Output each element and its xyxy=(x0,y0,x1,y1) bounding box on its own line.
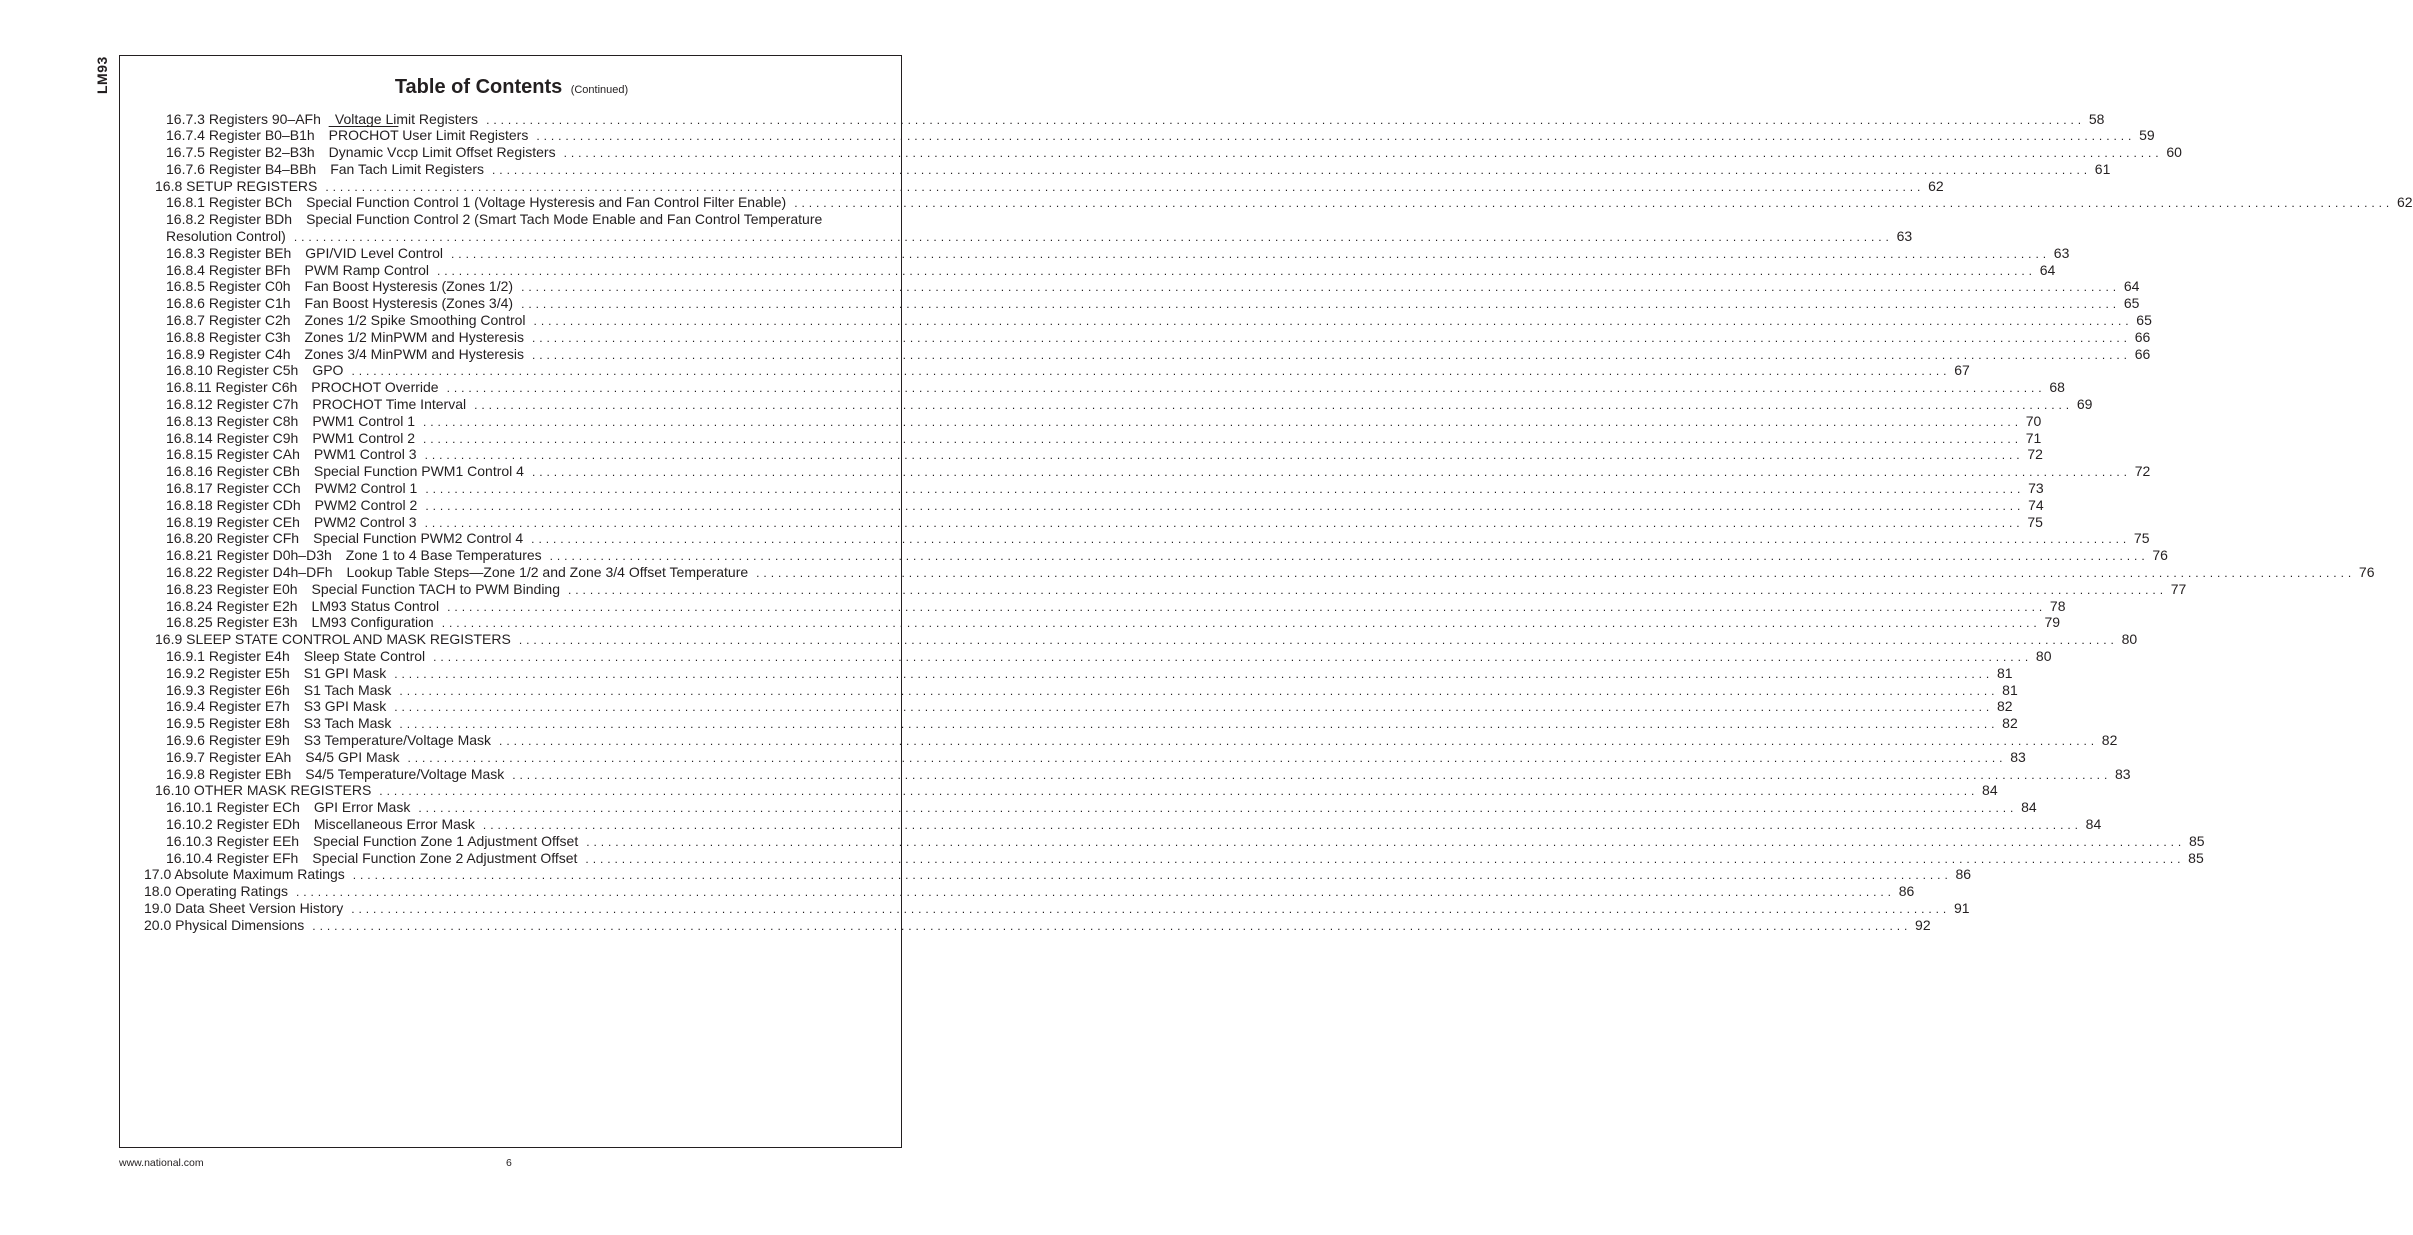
toc-entry-title: PWM2 Control 2 xyxy=(314,496,418,513)
toc-entry-number: 16.8.13 Register C8h xyxy=(166,412,299,429)
toc-entry-page: 69 xyxy=(2076,396,2093,413)
footer-page-number: 6 xyxy=(506,1157,512,1169)
toc-entry[interactable] xyxy=(120,261,2056,279)
toc-entry[interactable] xyxy=(120,379,2065,396)
toc-entry[interactable] xyxy=(120,194,2413,211)
toc-entry[interactable] xyxy=(120,312,2152,329)
toc-leader-dots: . . . . . . . . . . . . . . . . . . . . . . . . . . . . . . . . . . . . . . . . . . . . . . . . . . . . . . . . . . . . . . . . . . . . . . . . . . . . . . . . . . . . . . . . . . . . . . . . . . . . . . . . . . . . . . . . . . . . . . . . . . . . . . . . . . . . . . . . . . . . . . . . . . . . . . . . . . . . . . . . . . . . . . . . . . . . . . . . . . . . . . . . . . . . . . . . . . . . . . . . . . . . . . . . . . . . . . . . . . . . xyxy=(531,465,2128,480)
toc-entry[interactable] xyxy=(120,429,2042,447)
toc-entry[interactable] xyxy=(120,832,2205,850)
toc-entry-title: PROCHOT User Limit Registers xyxy=(328,127,529,144)
toc-entry-page: 67 xyxy=(1954,362,1970,379)
toc-entry-title: Zones 1/2 MinPWM and Hysteresis xyxy=(304,328,524,345)
toc-entry-number: 18.0 Operating Ratings xyxy=(144,883,288,900)
toc-leader-dots: . . . . . . . . . . . . . . . . . . . . . . . . . . . . . . . . . . . . . . . . . . . . . . . . . . . . . . . . . . . . . . . . . . . . . . . . . . . . . . . . . . . . . . . . . . . . . . . . . . . . . . . . . . . . . . . . . . . . . . . . . . . . . . . . . . . . . . . . . . . . . . . . . . . . . . . . . . . . . . . . . . . . . . . . . . . . . . . . . . . . . . . . . . . . . . . . . . . . . . . . . . . . . . . . . . . . . . . . . . . . xyxy=(492,162,2088,177)
toc-leader-dots: . . . . . . . . . . . . . . . . . . . . . . . . . . . . . . . . . . . . . . . . . . . . . . . . . . . . . . . . . . . . . . . . . . . . . . . . . . . . . . . . . . . . . . . . . . . . . . . . . . . . . . . . . . . . . . . . . . . . . . . . . . . . . . . . . . . . . . . . . . . . . . . . . . . . . . . . . . . . . . . . . . . . . . . . . . . . . . . . . . . . . . . . . . . . . . . . . . . . . . . . . . . . . . . . . . . . . . . . . . . . xyxy=(568,582,2164,597)
toc-entry[interactable] xyxy=(120,782,1998,799)
toc-entry-page: 64 xyxy=(2123,278,2140,295)
toc-entry[interactable] xyxy=(120,597,2066,615)
toc-entry-text xyxy=(166,161,484,178)
toc-entry-title: PWM1 Control 3 xyxy=(313,446,417,463)
toc-leader-dots: . . . . . . . . . . . . . . . . . . . . . . . . . . . . . . . . . . . . . . . . . . . . . . . . . . . . . . . . . . . . . . . . . . . . . . . . . . . . . . . . . . . . . . . . . . . . . . . . . . . . . . . . . . . . . . . . . . . . . . . . . . . . . . . . . . . . . . . . . . . . . . . . . . . . . . . . . . . . . . . . . . . . . . . . . . . . . . . . . . . . . . . . . . . . . . . . . . . . . . . . . . . . . . . . . . . . . . . . . . . . xyxy=(424,515,2020,530)
toc-entry-number: 16.9.6 Register E9h xyxy=(166,731,290,748)
toc-entry-number: 16.8.16 Register CBh xyxy=(166,463,300,480)
toc-entry-title: Miscellaneous Error Mask xyxy=(313,815,475,832)
toc-entry-text xyxy=(166,648,425,665)
toc-entry-number: 16.10 OTHER MASK REGISTERS xyxy=(155,782,372,799)
toc-entry-title: S1 Tach Mask xyxy=(303,681,392,698)
toc-entry-page: 66 xyxy=(2134,328,2151,345)
toc-entry[interactable] xyxy=(120,614,2061,631)
toc-entry-text xyxy=(166,144,556,161)
toc-entry-page: 82 xyxy=(1996,698,2013,715)
toc-entry[interactable] xyxy=(120,396,2093,413)
toc-entry-number: 16.8.23 Register E0h xyxy=(166,580,298,597)
toc-entry[interactable] xyxy=(120,463,2151,480)
toc-leader-dots: . . . . . . . . . . . . . . . . . . . . . . . . . . . . . . . . . . . . . . . . . . . . . . . . . . . . . . . . . . . . . . . . . . . . . . . . . . . . . . . . . . . . . . . . . . . . . . . . . . . . . . . . . . . . . . . . . . . . . . . . . . . . . . . . . . . . . . . . . . . . . . . . . . . . . . . . . . . . . . . . . . . . . . . . . . . . . . . . . . . . . . . . . . . . . . . . . . . . . . . . . . . . . . . . . . . . . . . . . . . . xyxy=(482,817,2079,832)
toc-entry-text xyxy=(166,228,286,245)
toc-entry-title: PWM1 Control 2 xyxy=(312,429,416,446)
page-frame xyxy=(119,55,2413,1148)
toc-entry-title: LM93 Status Control xyxy=(311,597,440,614)
toc-entry-title: Sleep State Control xyxy=(303,648,426,664)
toc-entry-title: PWM2 Control 1 xyxy=(314,480,418,497)
toc-entry[interactable] xyxy=(120,228,1913,245)
toc-leader-dots: . . . . . . . . . . . . . . . . . . . . . . . . . . . . . . . . . . . . . . . . . . . . . . . . . . . . . . . . . . . . . . . . . . . . . . . . . . . . . . . . . . . . . . . . . . . . . . . . . . . . . . . . . . . . . . . . . . . . . . . . . . . . . . . . . . . . . . . . . . . . . . . . . . . . . . . . . . . . . . . . . . . . . . . . . . . . . . . . . . . . . . . . . . . . . . . . . . . . . . . . . . . . . . . . . . . . . . . . . . . . xyxy=(423,414,2019,429)
toc-entry-page: 80 xyxy=(2035,648,2052,664)
toc-entry-number: 16.8.4 Register BFh xyxy=(166,261,291,278)
toc-entry[interactable] xyxy=(120,765,2131,783)
toc-entry[interactable] xyxy=(120,211,903,228)
toc-leader-dots: . . . . . . . . . . . . . . . . . . . . . . . . . . . . . . . . . . . . . . . . . . . . . . . . . . . . . . . . . . . . . . . . . . . . . . . . . . . . . . . . . . . . . . . . . . . . . . . . . . . . . . . . . . . . . . . . . . . . . . . . . . . . . . . . . . . . . . . . . . . . . . . . . . . . . . . . . . . . . . . . . . . . . . . . . . . . . . . . . . . . . . . . . . . . . . . . . . . . . . . . . . . . . . . . . . . . . . . . . . . . xyxy=(399,683,1995,698)
toc-entry-title: Special Function Zone 1 Adjustment Offset xyxy=(313,832,579,849)
toc-entry-page: 70 xyxy=(2025,412,2042,429)
toc-entry-title: Special Function PWM2 Control 4 xyxy=(313,530,524,547)
toc-entry-title: Special Function PWM1 Control 4 xyxy=(313,463,524,480)
toc-entry[interactable] xyxy=(120,530,2150,547)
toc-entry-title: S1 GPI Mask xyxy=(303,664,387,681)
toc-leader-dots: . . . . . . . . . . . . . . . . . . . . . . . . . . . . . . . . . . . . . . . . . . . . . . . . . . . . . . . . . . . . . . . . . . . . . . . . . . . . . . . . . . . . . . . . . . . . . . . . . . . . . . . . . . . . . . . . . . . . . . . . . . . . . . . . . . . . . . . . . . . . . . . . . . . . . . . . . . . . . . . . . . . . . . . . . . . . . . . . . . . . . . . . . . . . . . . . . . . . . . . . . . . . . . . . . . . . . . . . . . . . xyxy=(531,330,2128,345)
toc-entry-page: 73 xyxy=(2028,480,2044,497)
toc-entry-page: 65 xyxy=(2123,295,2140,312)
toc-entry-page: 81 xyxy=(2002,681,2018,698)
toc-leader-dots: . . . . . . . . . . . . . . . . . . . . . . . . . . . . . . . . . . . . . . . . . . . . . . . . . . . . . . . . . . . . . . . . . . . . . . . . . . . . . . . . . . . . . . . . . . . . . . . . . . . . . . . . . . . . . . . . . . . . . . . . . . . . . . . . . . . . . . . . . . . . . . . . . . . . . . . . . . . . . . . . . . . . . . . . . . . . . . . . . . . . . . . . . . . . . . . . . . . . . . . . . . . . . . . . . . . . . . . . . . . . xyxy=(586,834,2182,849)
toc-entry-text xyxy=(166,497,417,514)
toc-entry-number: 16.8.15 Register CAh xyxy=(166,446,300,463)
toc-entry-page: 63 xyxy=(1896,228,1913,245)
toc-leader-dots: . . . . . . . . . . . . . . . . . . . . . . . . . . . . . . . . . . . . . . . . . . . . . . . . . . . . . . . . . . . . . . . . . . . . . . . . . . . . . . . . . . . . . . . . . . . . . . . . . . . . . . . . . . . . . . . . . . . . . . . . . . . . . . . . . . . . . . . . . . . . . . . . . . . . . . . . . . . . . . . . . . . . . . . . . . . . . . . . . . . . . . . . . . . . . . . . . . . . . . . . . . . . . . . . . . . . . . . . . . . . xyxy=(531,347,2128,362)
toc-leader-dots: . . . . . . . . . . . . . . . . . . . . . . . . . . . . . . . . . . . . . . . . . . . . . . . . . . . . . . . . . . . . . . . . . . . . . . . . . . . . . . . . . . . . . . . . . . . . . . . . . . . . . . . . . . . . . . . . . . . . . . . . . . . . . . . . . . . . . . . . . . . . . . . . . . . . . . . . . . . . . . . . . . . . . . . . . . . . . . . . . . . . . . . . . . . . . . . . . . . . . . . . . . . . . . . . . . . . . . . . . . . . xyxy=(446,381,2042,396)
toc-entry-title: GPO xyxy=(312,362,344,379)
toc-entry-number: 16.8.12 Register C7h xyxy=(166,396,299,413)
toc-entry[interactable] xyxy=(120,244,2070,262)
toc-leader-dots: . . . . . . . . . . . . . . . . . . . . . . . . . . . . . . . . . . . . . . . . . . . . . . . . . . . . . . . . . . . . . . . . . . . . . . . . . . . . . . . . . . . . . . . . . . . . . . . . . . . . . . . . . . . . . . . . . . . . . . . . . . . . . . . . . . . . . . . . . . . . . . . . . . . . . . . . . . . . . . . . . . . . . . . . . . . . . . . . . . . . . . . . . . . . . . . . . . . . . . . . . . . . . . . . . . . . . . . . . . . . xyxy=(518,633,2115,648)
toc-entry-number: 16.9.4 Register E7h xyxy=(166,698,290,715)
toc-entry-number: 16.8.18 Register CDh xyxy=(166,496,301,513)
toc-entry-text xyxy=(166,816,475,833)
toc-entry-title: Special Function Zone 2 Adjustment Offset xyxy=(312,849,578,866)
toc-entry-number: 16.8.11 Register C6h xyxy=(166,379,298,396)
toc-entry-number: 19.0 Data Sheet Version History xyxy=(144,899,344,916)
toc-entry-text xyxy=(166,564,748,581)
toc-entry[interactable] xyxy=(120,715,2018,732)
toc-entry-number: 16.9.7 Register EAh xyxy=(166,748,292,765)
toc-entry-text xyxy=(166,732,491,749)
toc-entry-title: Special Function TACH to PWM Binding xyxy=(311,580,561,597)
toc-entry-page: 81 xyxy=(1996,664,2013,681)
toc-entry[interactable] xyxy=(120,564,2375,581)
toc-entry[interactable] xyxy=(120,160,2111,178)
toc-entry-number: 16.8.24 Register E2h xyxy=(166,597,298,614)
toc-leader-dots: . . . . . . . . . . . . . . . . . . . . . . . . . . . . . . . . . . . . . . . . . . . . . . . . . . . . . . . . . . . . . . . . . . . . . . . . . . . . . . . . . . . . . . . . . . . . . . . . . . . . . . . . . . . . . . . . . . . . . . . . . . . . . . . . . . . . . . . . . . . . . . . . . . . . . . . . . . . . . . . . . . . . . . . . . . . . . . . . . . . . . . . . . . . . . . . . . . . . . . . . . . . . . . . . . . . . . . . . . . . . xyxy=(423,431,2019,446)
toc-entry-title: Fan Tach Limit Registers xyxy=(330,160,485,177)
toc-entry-page: 68 xyxy=(2049,379,2065,396)
toc-entry-title: PWM2 Control 3 xyxy=(313,513,417,530)
toc-entry-number: 16.8 SETUP REGISTERS xyxy=(155,177,318,194)
toc-entry-number: 16.9.2 Register E5h xyxy=(166,664,290,681)
toc-entry[interactable] xyxy=(120,648,2052,665)
toc-entry-page: 58 xyxy=(2088,110,2105,127)
toc-entry-number: 16.9.8 Register EBh xyxy=(166,765,292,782)
toc-entry[interactable] xyxy=(120,664,2013,682)
toc-entry[interactable] xyxy=(120,731,2118,749)
toc-entry-page: 76 xyxy=(2358,564,2375,581)
toc-leader-dots: . . . . . . . . . . . . . . . . . . . . . . . . . . . . . . . . . . . . . . . . . . . . . . . . . . . . . . . . . . . . . . . . . . . . . . . . . . . . . . . . . . . . . . . . . . . . . . . . . . . . . . . . . . . . . . . . . . . . . . . . . . . . . . . . . . . . . . . . . . . . . . . . . . . . . . . . . . . . . . . . . . . . . . . . . . . . . . . . . . . . . . . . . . . . . . . . . . . . . . . . . . . . . . . . . . . . . . . . . . . . xyxy=(352,868,1949,883)
toc-leader-dots: . . . . . . . . . . . . . . . . . . . . . . . . . . . . . . . . . . . . . . . . . . . . . . . . . . . . . . . . . . . . . . . . . . . . . . . . . . . . . . . . . . . . . . . . . . . . . . . . . . . . . . . . . . . . . . . . . . . . . . . . . . . . . . . . . . . . . . . . . . . . . . . . . . . . . . . . . . . . . . . . . . . . . . . . . . . . . . . . . . . . . . . . . . . . . . . . . . . . . . . . . . . . . . . . . . . . . . . . . . . . xyxy=(312,918,1908,933)
toc-entry[interactable] xyxy=(120,883,1915,900)
toc-entry-number: 16.8.19 Register CEh xyxy=(166,513,300,530)
toc-entry-page: 59 xyxy=(2139,127,2155,144)
toc-leader-dots: . . . . . . . . . . . . . . . . . . . . . . . . . . . . . . . . . . . . . . . . . . . . . . . . . . . . . . . . . . . . . . . . . . . . . . . . . . . . . . . . . . . . . . . . . . . . . . . . . . . . . . . . . . . . . . . . . . . . . . . . . . . . . . . . . . . . . . . . . . . . . . . . . . . . . . . . . . . . . . . . . . . . . . . . . . . . . . . . . . . . . . . . . . . . . . . . . . . . . . . . . . . . . . . . . . . . . . . . . . . . xyxy=(585,851,2181,866)
toc-entry-page: 92 xyxy=(1915,916,1931,933)
toc-entry-number: 16.8.21 Register D0h–D3h xyxy=(166,547,332,564)
toc-entry-text xyxy=(166,430,415,447)
toc-entry-title: S3 GPI Mask xyxy=(303,698,387,715)
toc-entry-text xyxy=(166,530,523,547)
toc-entry[interactable] xyxy=(120,496,2044,514)
toc-title-continued: (Continued) xyxy=(570,84,629,96)
toc-entry-text xyxy=(144,883,288,900)
toc-entry-page: 85 xyxy=(2188,849,2204,866)
toc-entry[interactable] xyxy=(120,681,2018,699)
toc-entry-text xyxy=(166,598,439,615)
toc-entry[interactable] xyxy=(120,916,1931,934)
toc-entry-page: 72 xyxy=(2027,446,2043,463)
toc-entry-title: S4/5 GPI Mask xyxy=(305,748,400,765)
toc-entry-page: 82 xyxy=(2002,715,2018,732)
toc-entry-page: 85 xyxy=(2188,832,2205,849)
toc-entry-text xyxy=(166,295,513,312)
toc-entry-title: S3 Tach Mask xyxy=(303,715,392,732)
toc-entry-text xyxy=(166,463,524,480)
toc-entry[interactable] xyxy=(120,295,2140,312)
toc-entry-number: 16.8.17 Register CCh xyxy=(166,480,301,497)
toc-entry-text xyxy=(166,312,526,329)
toc-leader-dots: . . . . . . . . . . . . . . . . . . . . . . . . . . . . . . . . . . . . . . . . . . . . . . . . . . . . . . . . . . . . . . . . . . . . . . . . . . . . . . . . . . . . . . . . . . . . . . . . . . . . . . . . . . . . . . . . . . . . . . . . . . . . . . . . . . . . . . . . . . . . . . . . . . . . . . . . . . . . . . . . . . . . . . . . . . . . . . . . . . . . . . . . . . . . . . . . . . . . . . . . . . . . . . . . . . . . . . . . . . . . xyxy=(441,616,2038,631)
toc-entry-title: Special Function Control 2 (Smart Tach Mode Enable and Fan Control Temperature xyxy=(306,211,823,228)
toc-entry-text xyxy=(155,782,371,799)
toc-entry[interactable] xyxy=(120,446,2043,463)
toc-entry-number: 16.8.3 Register BEh xyxy=(166,244,292,261)
toc-entry-text xyxy=(166,480,417,497)
toc-entry-text xyxy=(166,833,578,850)
toc-leader-dots: . . . . . . . . . . . . . . . . . . . . . . . . . . . . . . . . . . . . . . . . . . . . . . . . . . . . . . . . . . . . . . . . . . . . . . . . . . . . . . . . . . . . . . . . . . . . . . . . . . . . . . . . . . . . . . . . . . . . . . . . . . . . . . . . . . . . . . . . . . . . . . . . . . . . . . . . . . . . . . . . . . . . . . . . . . . . . . . . . . . . . . . . . . . . . . . . . . . . . . . . . . . . . . . . . . . . . . . . . . . . xyxy=(512,767,2108,782)
toc-entry-title: PROCHOT Time Interval xyxy=(312,396,467,413)
toc-list xyxy=(120,110,2413,934)
toc-entry-number: 16.7.5 Register B2–B3h xyxy=(166,144,315,161)
toc-entry-page: 79 xyxy=(2044,614,2061,631)
toc-entry-page: 77 xyxy=(2170,580,2187,597)
toc-entry[interactable] xyxy=(120,480,2044,497)
toc-entry-text xyxy=(166,413,415,430)
toc-leader-dots: . . . . . . . . . . . . . . . . . . . . . . . . . . . . . . . . . . . . . . . . . . . . . . . . . . . . . . . . . . . . . . . . . . . . . . . . . . . . . . . . . . . . . . . . . . . . . . . . . . . . . . . . . . . . . . . . . . . . . . . . . . . . . . . . . . . . . . . . . . . . . . . . . . . . . . . . . . . . . . . . . . . . . . . . . . . . . . . . . . . . . . . . . . . . . . . . . . . . . . . . . . . . . . . . . . . . . . . . . . . . xyxy=(474,398,2070,413)
toc-entry-title: S4/5 Temperature/Voltage Mask xyxy=(305,765,505,782)
toc-entry-text xyxy=(166,715,391,732)
toc-entry-text xyxy=(144,866,345,883)
toc-entry[interactable] xyxy=(120,513,2043,531)
toc-entry[interactable] xyxy=(120,799,2037,816)
toc-entry-number: 16.9.1 Register E4h xyxy=(166,648,290,664)
toc-entry-number: 16.7.4 Register B0–B1h xyxy=(166,127,315,144)
toc-entry-title: PROCHOT Override xyxy=(311,379,439,396)
toc-entry-title: Lookup Table Steps—Zone 1/2 and Zone 3/4 Offset Temperature xyxy=(346,564,749,581)
toc-entry-number: 16.10.1 Register ECh xyxy=(166,799,300,816)
toc-entry-text xyxy=(166,850,577,867)
toc-entry-title: Zones 3/4 MinPWM and Hysteresis xyxy=(304,345,524,362)
toc-leader-dots: . . . . . . . . . . . . . . . . . . . . . . . . . . . . . . . . . . . . . . . . . . . . . . . . . . . . . . . . . . . . . . . . . . . . . . . . . . . . . . . . . . . . . . . . . . . . . . . . . . . . . . . . . . . . . . . . . . . . . . . . . . . . . . . . . . . . . . . . . . . . . . . . . . . . . . . . . . . . . . . . . . . . . . . . . . . . . . . . . . . . . . . . . . . . . . . . . . . . . . . . . . . . . . . . . . . . . . . . . . . . xyxy=(394,666,1990,681)
toc-entry-text xyxy=(155,631,511,648)
toc-entry-title: PWM1 Control 1 xyxy=(312,412,416,429)
toc-entry-text xyxy=(166,698,386,715)
toc-entry-number: 16.8.2 Register BDh xyxy=(166,211,293,228)
toc-entry-number: 16.8.8 Register C3h xyxy=(166,328,291,345)
toc-entry-number: 16.9.3 Register E6h xyxy=(166,681,290,698)
toc-entry-number: 16.10.4 Register EFh xyxy=(166,849,299,866)
toc-entry[interactable] xyxy=(120,866,1972,883)
toc-entry-page: 64 xyxy=(2039,261,2056,278)
toc-leader-dots: . . . . . . . . . . . . . . . . . . . . . . . . . . . . . . . . . . . . . . . . . . . . . . . . . . . . . . . . . . . . . . . . . . . . . . . . . . . . . . . . . . . . . . . . . . . . . . . . . . . . . . . . . . . . . . . . . . . . . . . . . . . . . . . . . . . . . . . . . . . . . . . . . . . . . . . . . . . . . . . . . . . . . . . . . . . . . . . . . . . . . . . . . . . . . . . . . . . . . . . . . . . . . . . . . . . . . . . . . . . . xyxy=(521,297,2117,312)
toc-entry-title: LM93 Configuration xyxy=(311,614,434,631)
toc-leader-dots: . . . . . . . . . . . . . . . . . . . . . . . . . . . . . . . . . . . . . . . . . . . . . . . . . . . . . . . . . . . . . . . . . . . . . . . . . . . . . . . . . . . . . . . . . . . . . . . . . . . . . . . . . . . . . . . . . . . . . . . . . . . . . . . . . . . . . . . . . . . . . . . . . . . . . . . . . . . . . . . . . . . . . . . . . . . . . . . . . . . . . . . . . . . . . . . . . . . . . . . . . . . . . . . . . . . . . . . . . . . . xyxy=(486,112,2082,127)
toc-entry[interactable] xyxy=(120,328,2151,346)
toc-entry-number: 16.9.5 Register E8h xyxy=(166,715,290,732)
toc-entry[interactable] xyxy=(120,580,2187,598)
toc-entry-title: Fan Boost Hysteresis (Zones 1/2) xyxy=(304,278,514,295)
toc-entry-number: 16.8.6 Register C1h xyxy=(166,295,291,312)
toc-entry[interactable] xyxy=(120,631,2138,648)
toc-leader-dots: . . . . . . . . . . . . . . . . . . . . . . . . . . . . . . . . . . . . . . . . . . . . . . . . . . . . . . . . . . . . . . . . . . . . . . . . . . . . . . . . . . . . . . . . . . . . . . . . . . . . . . . . . . . . . . . . . . . . . . . . . . . . . . . . . . . . . . . . . . . . . . . . . . . . . . . . . . . . . . . . . . . . . . . . . . . . . . . . . . . . . . . . . . . . . . . . . . . . . . . . . . . . . . . . . . . . . . . . . . . . xyxy=(425,498,2021,513)
toc-leader-dots: . . . . . . . . . . . . . . . . . . . . . . . . . . . . . . . . . . . . . . . . . . . . . . . . . . . . . . . . . . . . . . . . . . . . . . . . . . . . . . . . . . . . . . . . . . . . . . . . . . . . . . . . . . . . . . . . . . . . . . . . . . . . . . . . . . . . . . . . . . . . . . . . . . . . . . . . . . . . . . . . . . . . . . . . . . . . . . . . . . . . . . . . . . . . . . . . . . . . . . . . . . . . . . . . . . . . . . . . . . . . xyxy=(549,549,2145,564)
toc-leader-dots: . . . . . . . . . . . . . . . . . . . . . . . . . . . . . . . . . . . . . . . . . . . . . . . . . . . . . . . . . . . . . . . . . . . . . . . . . . . . . . . . . . . . . . . . . . . . . . . . . . . . . . . . . . . . . . . . . . . . . . . . . . . . . . . . . . . . . . . . . . . . . . . . . . . . . . . . . . . . . . . . . . . . . . . . . . . . . . . . . . . . . . . . . . . . . . . . . . . . . . . . . . . . . . . . . . . . . . . . . . . . xyxy=(451,246,2047,261)
toc-leader-dots: . . . . . . . . . . . . . . . . . . . . . . . . . . . . . . . . . . . . . . . . . . . . . . . . . . . . . . . . . . . . . . . . . . . . . . . . . . . . . . . . . . . . . . . . . . . . . . . . . . . . . . . . . . . . . . . . . . . . . . . . . . . . . . . . . . . . . . . . . . . . . . . . . . . . . . . . . . . . . . . . . . . . . . . . . . . . . . . . . . . . . . . . . . . . . . . . . . . . . . . . . . . . . . . . . . . . . . . . . . . . xyxy=(399,717,1995,732)
toc-entry-number: 16.8.1 Register BCh xyxy=(166,194,293,211)
toc-leader-dots: . . . . . . . . . . . . . . . . . . . . . . . . . . . . . . . . . . . . . . . . . . . . . . . . . . . . . . . . . . . . . . . . . . . . . . . . . . . . . . . . . . . . . . . . . . . . . . . . . . . . . . . . . . . . . . . . . . . . . . . . . . . . . . . . . . . . . . . . . . . . . . . . . . . . . . . . . . . . . . . . . . . . . . . . . . . . . . . . . . . . . . . . . . . . . . . . . . . . . . . . . . . . . . . . . . . . . . . . . . . . xyxy=(418,801,2014,816)
toc-entry-number: 16.10.3 Register EEh xyxy=(166,832,300,849)
toc-entry-text xyxy=(166,547,542,564)
toc-entry-page: 86 xyxy=(1898,883,1915,900)
toc-entry-title: S3 Temperature/Voltage Mask xyxy=(303,731,492,748)
toc-entry-number: 20.0 Physical Dimensions xyxy=(144,916,305,933)
toc-entry-page: 72 xyxy=(2134,463,2151,480)
toc-entry-page: 75 xyxy=(2027,513,2043,530)
toc-entry[interactable] xyxy=(120,110,2105,128)
toc-entry-number: 16.9 SLEEP STATE CONTROL AND MASK REGISTERS xyxy=(155,631,511,648)
toc-entry-number: 16.8.14 Register C9h xyxy=(166,429,299,446)
toc-entry-text xyxy=(166,665,386,682)
toc-leader-dots: . . . . . . . . . . . . . . . . . . . . . . . . . . . . . . . . . . . . . . . . . . . . . . . . . . . . . . . . . . . . . . . . . . . . . . . . . . . . . . . . . . . . . . . . . . . . . . . . . . . . . . . . . . . . . . . . . . . . . . . . . . . . . . . . . . . . . . . . . . . . . . . . . . . . . . . . . . . . . . . . . . . . . . . . . . . . . . . . . . . . . . . . . . . . . . . . . . . . . . . . . . . . . . . . . . . . . . . . . . . . xyxy=(433,650,2029,664)
toc-entry-page: 61 xyxy=(2094,160,2111,177)
toc-entry-title: Voltage Limit Registers xyxy=(334,110,479,127)
toc-entry-page: 80 xyxy=(2121,631,2138,648)
toc-entry-number: 16.7.3 Registers 90–AFh xyxy=(166,110,321,127)
toc-leader-dots: . . . . . . . . . . . . . . . . . . . . . . . . . . . . . . . . . . . . . . . . . . . . . . . . . . . . . . . . . . . . . . . . . . . . . . . . . . . . . . . . . . . . . . . . . . . . . . . . . . . . . . . . . . . . . . . . . . . . . . . . . . . . . . . . . . . . . . . . . . . . . . . . . . . . . . . . . . . . . . . . . . . . . . . . . . . . . . . . . . . . . . . . . . . . . . . . . . . . . . . . . . . . . . . . . . . . . . . . . . . . xyxy=(293,230,1890,245)
toc-leader-dots: . . . . . . . . . . . . . . . . . . . . . . . . . . . . . . . . . . . . . . . . . . . . . . . . . . . . . . . . . . . . . . . . . . . . . . . . . . . . . . . . . . . . . . . . . . . . . . . . . . . . . . . . . . . . . . . . . . . . . . . . . . . . . . . . . . . . . . . . . . . . . . . . . . . . . . . . . . . . . . . . . . . . . . . . . . . . . . . . . . . . . . . . . . . . . . . . . . . . . . . . . . . . . . . . . . . . . . . . . . . . xyxy=(295,885,1892,900)
toc-entry-page: 60 xyxy=(2166,144,2182,161)
toc-leader-dots: . . . . . . . . . . . . . . . . . . . . . . . . . . . . . . . . . . . . . . . . . . . . . . . . . . . . . . . . . . . . . . . . . . . . . . . . . . . . . . . . . . . . . . . . . . . . . . . . . . . . . . . . . . . . . . . . . . . . . . . . . . . . . . . . . . . . . . . . . . . . . . . . . . . . . . . . . . . . . . . . . . . . . . . . . . . . . . . . . . . . . . . . . . . . . . . . . . . . . . . . . . . . . . . . . . . . . . . . . . . . xyxy=(536,129,2132,144)
toc-entry[interactable] xyxy=(120,849,2204,867)
toc-entry[interactable] xyxy=(120,547,2168,564)
toc-entry-text xyxy=(166,682,391,699)
toc-entry-page: 62 xyxy=(2396,194,2413,211)
toc-entry-title: GPI Error Mask xyxy=(313,799,411,816)
toc-entry-page: 84 xyxy=(2021,799,2037,816)
toc-entry-text xyxy=(166,262,429,279)
toc-entry[interactable] xyxy=(120,748,2026,766)
toc-entry[interactable] xyxy=(120,144,2182,161)
toc-entry-number: 16.8.22 Register D4h–DFh xyxy=(166,564,333,581)
toc-entry-number: 16.8.20 Register CFh xyxy=(166,530,300,547)
toc-entry-number: 17.0 Absolute Maximum Ratings xyxy=(144,866,345,883)
toc-entry-number: 16.8.9 Register C4h xyxy=(166,345,291,362)
toc-entry-title: GPI/VID Level Control xyxy=(305,244,444,261)
toc-leader-dots: . . . . . . . . . . . . . . . . . . . . . . . . . . . . . . . . . . . . . . . . . . . . . . . . . . . . . . . . . . . . . . . . . . . . . . . . . . . . . . . . . . . . . . . . . . . . . . . . . . . . . . . . . . . . . . . . . . . . . . . . . . . . . . . . . . . . . . . . . . . . . . . . . . . . . . . . . . . . . . . . . . . . . . . . . . . . . . . . . . . . . . . . . . . . . . . . . . . . . . . . . . . . . . . . . . . . . . . . . . . . xyxy=(794,196,2390,211)
toc-title xyxy=(120,76,903,99)
toc-leader-dots: . . . . . . . . . . . . . . . . . . . . . . . . . . . . . . . . . . . . . . . . . . . . . . . . . . . . . . . . . . . . . . . . . . . . . . . . . . . . . . . . . . . . . . . . . . . . . . . . . . . . . . . . . . . . . . . . . . . . . . . . . . . . . . . . . . . . . . . . . . . . . . . . . . . . . . . . . . . . . . . . . . . . . . . . . . . . . . . . . . . . . . . . . . . . . . . . . . . . . . . . . . . . . . . . . . . . . . . . . . . . xyxy=(531,532,2127,547)
toc-entry-title: Dynamic Vccp Limit Offset Registers xyxy=(328,144,556,161)
toc-entry-number: Resolution Control) xyxy=(166,228,286,245)
toc-entry-page: 91 xyxy=(1953,899,1970,916)
toc-entry-text xyxy=(144,917,304,934)
toc-entry-page: 82 xyxy=(2101,731,2118,748)
toc-entry[interactable] xyxy=(120,698,2013,715)
toc-entry-number: 16.8.5 Register C0h xyxy=(166,278,291,295)
toc-entry-text xyxy=(166,329,524,346)
toc-entry-text xyxy=(155,178,317,195)
toc-entry-page: 62 xyxy=(1928,177,1944,194)
toc-entry-text xyxy=(166,749,399,766)
toc-entry-number: 16.8.25 Register E3h xyxy=(166,614,298,631)
toc-entry[interactable] xyxy=(120,345,2151,363)
toc-entry-page: 78 xyxy=(2049,597,2066,614)
toc-entry-page: 84 xyxy=(2085,815,2102,832)
toc-title-main: Table of Contents xyxy=(394,76,563,98)
toc-entry-text xyxy=(166,799,410,816)
toc-entry-text xyxy=(166,127,528,144)
toc-entry-page: 71 xyxy=(2025,429,2042,446)
toc-entry-page: 63 xyxy=(2053,244,2070,261)
toc-leader-dots: . . . . . . . . . . . . . . . . . . . . . . . . . . . . . . . . . . . . . . . . . . . . . . . . . . . . . . . . . . . . . . . . . . . . . . . . . . . . . . . . . . . . . . . . . . . . . . . . . . . . . . . . . . . . . . . . . . . . . . . . . . . . . . . . . . . . . . . . . . . . . . . . . . . . . . . . . . . . . . . . . . . . . . . . . . . . . . . . . . . . . . . . . . . . . . . . . . . . . . . . . . . . . . . . . . . . . . . . . . . . xyxy=(499,733,2095,748)
toc-entry-text xyxy=(166,396,466,413)
toc-entry-page: 66 xyxy=(2134,345,2151,362)
toc-entry-text xyxy=(166,278,513,295)
toc-entry-title: PWM Ramp Control xyxy=(304,261,429,278)
toc-entry-text xyxy=(166,581,560,598)
toc-leader-dots: . . . . . . . . . . . . . . . . . . . . . . . . . . . . . . . . . . . . . . . . . . . . . . . . . . . . . . . . . . . . . . . . . . . . . . . . . . . . . . . . . . . . . . . . . . . . . . . . . . . . . . . . . . . . . . . . . . . . . . . . . . . . . . . . . . . . . . . . . . . . . . . . . . . . . . . . . . . . . . . . . . . . . . . . . . . . . . . . . . . . . . . . . . . . . . . . . . . . . . . . . . . . . . . . . . . . . . . . . . . . xyxy=(424,448,2020,463)
toc-entry-text xyxy=(166,111,478,128)
toc-entry-title: Fan Boost Hysteresis (Zones 3/4) xyxy=(304,295,514,312)
toc-entry-title: Special Function Control 1 (Voltage Hysteresis and Fan Control Filter Enable) xyxy=(306,194,787,211)
toc-entry[interactable] xyxy=(120,412,2042,430)
toc-entry-page: 84 xyxy=(1982,782,1998,799)
toc-entry-page: 86 xyxy=(1955,866,1972,883)
toc-entry-text xyxy=(166,362,343,379)
toc-leader-dots: . . . . . . . . . . . . . . . . . . . . . . . . . . . . . . . . . . . . . . . . . . . . . . . . . . . . . . . . . . . . . . . . . . . . . . . . . . . . . . . . . . . . . . . . . . . . . . . . . . . . . . . . . . . . . . . . . . . . . . . . . . . . . . . . . . . . . . . . . . . . . . . . . . . . . . . . . . . . . . . . . . . . . . . . . . . . . . . . . . . . . . . . . . . . . . . . . . . . . . . . . . . . . . . . . . . . . . . . . . . . xyxy=(436,263,2033,278)
toc-entry-number: 16.8.7 Register C2h xyxy=(166,312,291,329)
toc-entry-page: 83 xyxy=(2010,748,2026,765)
toc-entry-text xyxy=(166,194,786,211)
toc-leader-dots: . . . . . . . . . . . . . . . . . . . . . . . . . . . . . . . . . . . . . . . . . . . . . . . . . . . . . . . . . . . . . . . . . . . . . . . . . . . . . . . . . . . . . . . . . . . . . . . . . . . . . . . . . . . . . . . . . . . . . . . . . . . . . . . . . . . . . . . . . . . . . . . . . . . . . . . . . . . . . . . . . . . . . . . . . . . . . . . . . . . . . . . . . . . . . . . . . . . . . . . . . . . . . . . . . . . . . . . . . . . . xyxy=(325,179,1921,194)
toc-leader-dots: . . . . . . . . . . . . . . . . . . . . . . . . . . . . . . . . . . . . . . . . . . . . . . . . . . . . . . . . . . . . . . . . . . . . . . . . . . . . . . . . . . . . . . . . . . . . . . . . . . . . . . . . . . . . . . . . . . . . . . . . . . . . . . . . . . . . . . . . . . . . . . . . . . . . . . . . . . . . . . . . . . . . . . . . . . . . . . . . . . . . . . . . . . . . . . . . . . . . . . . . . . . . . . . . . . . . . . . . . . . . xyxy=(533,314,2129,329)
toc-entry-page: 83 xyxy=(2115,765,2131,782)
toc-leader-dots: . . . . . . . . . . . . . . . . . . . . . . . . . . . . . . . . . . . . . . . . . . . . . . . . . . . . . . . . . . . . . . . . . . . . . . . . . . . . . . . . . . . . . . . . . . . . . . . . . . . . . . . . . . . . . . . . . . . . . . . . . . . . . . . . . . . . . . . . . . . . . . . . . . . . . . . . . . . . . . . . . . . . . . . . . . . . . . . . . . . . . . . . . . . . . . . . . . . . . . . . . . . . . . . . . . . . . . . . . . . . xyxy=(351,364,1947,379)
toc-entry-page: 76 xyxy=(2152,547,2168,564)
toc-entry-number: 16.8.10 Register C5h xyxy=(166,362,299,379)
toc-entry[interactable] xyxy=(120,362,1970,379)
toc-leader-dots: . . . . . . . . . . . . . . . . . . . . . . . . . . . . . . . . . . . . . . . . . . . . . . . . . . . . . . . . . . . . . . . . . . . . . . . . . . . . . . . . . . . . . . . . . . . . . . . . . . . . . . . . . . . . . . . . . . . . . . . . . . . . . . . . . . . . . . . . . . . . . . . . . . . . . . . . . . . . . . . . . . . . . . . . . . . . . . . . . . . . . . . . . . . . . . . . . . . . . . . . . . . . . . . . . . . . . . . . . . . . xyxy=(563,146,2159,161)
toc-leader-dots: . . . . . . . . . . . . . . . . . . . . . . . . . . . . . . . . . . . . . . . . . . . . . . . . . . . . . . . . . . . . . . . . . . . . . . . . . . . . . . . . . . . . . . . . . . . . . . . . . . . . . . . . . . . . . . . . . . . . . . . . . . . . . . . . . . . . . . . . . . . . . . . . . . . . . . . . . . . . . . . . . . . . . . . . . . . . . . . . . . . . . . . . . . . . . . . . . . . . . . . . . . . . . . . . . . . . . . . . . . . . xyxy=(379,784,1975,799)
toc-leader-dots: . . . . . . . . . . . . . . . . . . . . . . . . . . . . . . . . . . . . . . . . . . . . . . . . . . . . . . . . . . . . . . . . . . . . . . . . . . . . . . . . . . . . . . . . . . . . . . . . . . . . . . . . . . . . . . . . . . . . . . . . . . . . . . . . . . . . . . . . . . . . . . . . . . . . . . . . . . . . . . . . . . . . . . . . . . . . . . . . . . . . . . . . . . . . . . . . . . . . . . . . . . . . . . . . . . . . . . . . . . . . xyxy=(521,280,2117,295)
toc-entry-page: 75 xyxy=(2133,530,2150,547)
toc-entry-number: 16.7.6 Register B4–BBh xyxy=(166,160,317,177)
toc-entry-title: Zones 1/2 Spike Smoothing Control xyxy=(304,312,526,329)
toc-leader-dots: . . . . . . . . . . . . . . . . . . . . . . . . . . . . . . . . . . . . . . . . . . . . . . . . . . . . . . . . . . . . . . . . . . . . . . . . . . . . . . . . . . . . . . . . . . . . . . . . . . . . . . . . . . . . . . . . . . . . . . . . . . . . . . . . . . . . . . . . . . . . . . . . . . . . . . . . . . . . . . . . . . . . . . . . . . . . . . . . . . . . . . . . . . . . . . . . . . . . . . . . . . . . . . . . . . . . . . . . . . . . xyxy=(447,599,2043,614)
toc-entry-page: 74 xyxy=(2028,496,2044,513)
toc-entry-text xyxy=(166,514,417,531)
toc-entry-number: 16.10.2 Register EDh xyxy=(166,815,300,832)
footer-url[interactable]: www.national.com xyxy=(119,1157,204,1169)
toc-leader-dots: . . . . . . . . . . . . . . . . . . . . . . . . . . . . . . . . . . . . . . . . . . . . . . . . . . . . . . . . . . . . . . . . . . . . . . . . . . . . . . . . . . . . . . . . . . . . . . . . . . . . . . . . . . . . . . . . . . . . . . . . . . . . . . . . . . . . . . . . . . . . . . . . . . . . . . . . . . . . . . . . . . . . . . . . . . . . . . . . . . . . . . . . . . . . . . . . . . . . . . . . . . . . . . . . . . . . . . . . . . . . xyxy=(394,700,1990,715)
toc-leader-dots: . . . . . . . . . . . . . . . . . . . . . . . . . . . . . . . . . . . . . . . . . . . . . . . . . . . . . . . . . . . . . . . . . . . . . . . . . . . . . . . . . . . . . . . . . . . . . . . . . . . . . . . . . . . . . . . . . . . . . . . . . . . . . . . . . . . . . . . . . . . . . . . . . . . . . . . . . . . . . . . . . . . . . . . . . . . . . . . . . . . . . . . . . . . . . . . . . . . . . . . . . . . . . . . . . . . . . . . . . . . . xyxy=(425,482,2021,497)
toc-leader-dots: . . . . . . . . . . . . . . . . . . . . . . . . . . . . . . . . . . . . . . . . . . . . . . . . . . . . . . . . . . . . . . . . . . . . . . . . . . . . . . . . . . . . . . . . . . . . . . . . . . . . . . . . . . . . . . . . . . . . . . . . . . . . . . . . . . . . . . . . . . . . . . . . . . . . . . . . . . . . . . . . . . . . . . . . . . . . . . . . . . . . . . . . . . . . . . . . . . . . . . . . . . . . . . . . . . . . . . . . . . . . xyxy=(351,901,1947,916)
toc-entry-title: Zone 1 to 4 Base Temperatures xyxy=(345,547,542,564)
toc-entry-text xyxy=(166,766,504,783)
toc-entry-text xyxy=(166,346,524,363)
toc-leader-dots: . . . . . . . . . . . . . . . . . . . . . . . . . . . . . . . . . . . . . . . . . . . . . . . . . . . . . . . . . . . . . . . . . . . . . . . . . . . . . . . . . . . . . . . . . . . . . . . . . . . . . . . . . . . . . . . . . . . . . . . . . . . . . . . . . . . . . . . . . . . . . . . . . . . . . . . . . . . . . . . . . . . . . . . . . . . . . . . . . . . . . . . . . . . . . . . . . . . . . . . . . . . . . . . . . . . . . . . . . . . . xyxy=(756,566,2352,581)
toc-entry-text xyxy=(166,379,439,396)
toc-entry[interactable] xyxy=(120,899,1970,917)
toc-leader-dots: . . . . . . . . . . . . . . . . . . . . . . . . . . . . . . . . . . . . . . . . . . . . . . . . . . . . . . . . . . . . . . . . . . . . . . . . . . . . . . . . . . . . . . . . . . . . . . . . . . . . . . . . . . . . . . . . . . . . . . . . . . . . . . . . . . . . . . . . . . . . . . . . . . . . . . . . . . . . . . . . . . . . . . . . . . . . . . . . . . . . . . . . . . . . . . . . . . . . . . . . . . . . . . . . . . . . . . . . . . . . xyxy=(407,750,2003,765)
toc-entry-page: 65 xyxy=(2136,312,2152,329)
toc-entry[interactable] xyxy=(120,177,1944,195)
toc-entry-text xyxy=(166,446,417,463)
toc-entry[interactable] xyxy=(120,278,2140,295)
toc-entry-text xyxy=(144,900,343,917)
toc-entry-text xyxy=(166,614,434,631)
toc-entry-text xyxy=(166,211,822,228)
toc-entry[interactable] xyxy=(120,127,2155,144)
toc-entry-text xyxy=(166,245,443,262)
toc-entry[interactable] xyxy=(120,815,2102,833)
part-number-side-label: LM93 xyxy=(94,56,110,94)
